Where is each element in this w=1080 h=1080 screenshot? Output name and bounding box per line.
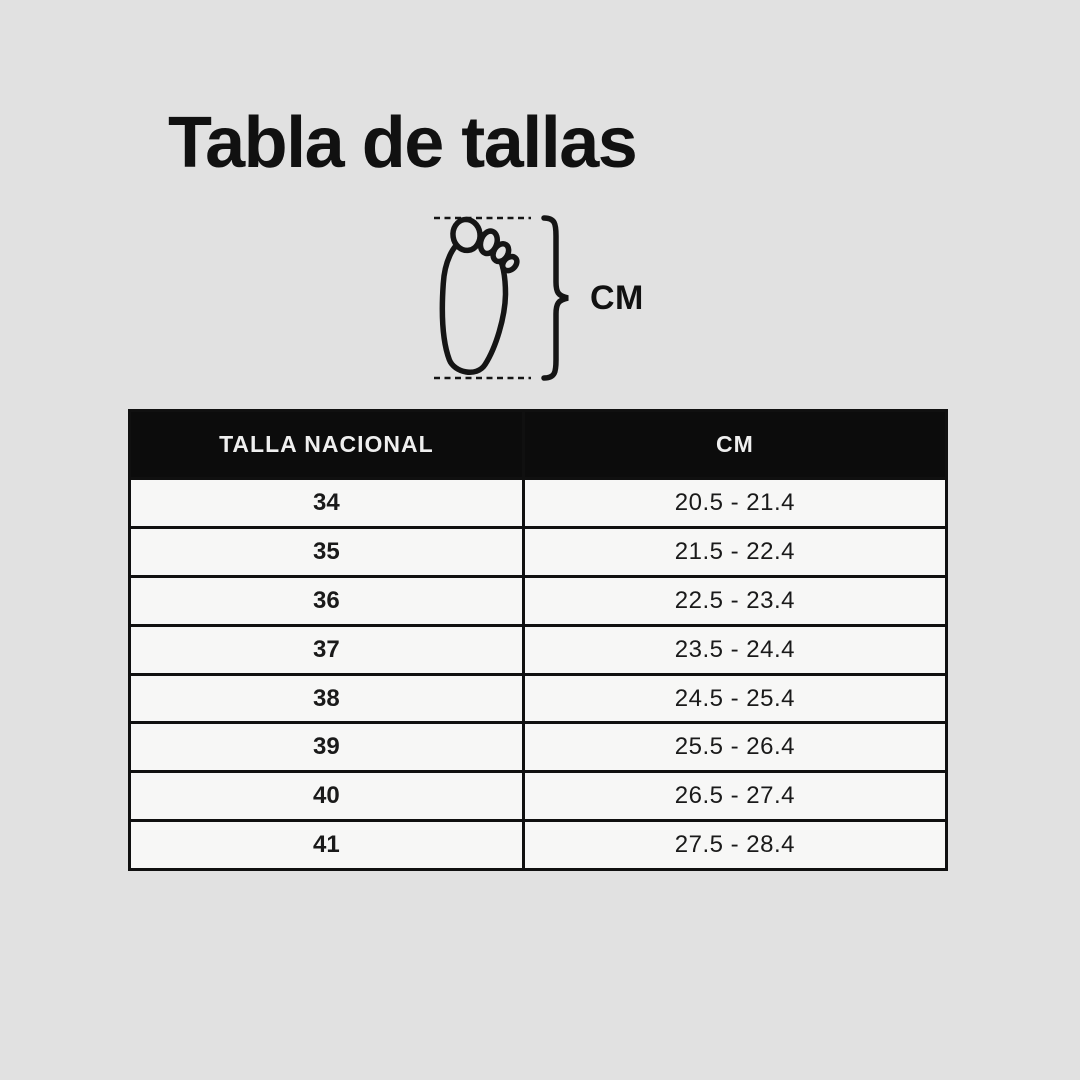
header-talla-nacional: TALLA NACIONAL bbox=[130, 411, 524, 479]
size-value: 40 bbox=[130, 772, 524, 821]
size-value: 39 bbox=[130, 723, 524, 772]
cm-range-value: 20.5 - 21.4 bbox=[523, 479, 946, 528]
cm-unit-label: CM bbox=[590, 278, 644, 317]
table-row bbox=[130, 576, 947, 625]
table-row bbox=[130, 674, 947, 723]
table-row bbox=[130, 527, 947, 576]
size-value: 36 bbox=[130, 576, 524, 625]
table-header-row bbox=[130, 411, 947, 479]
cm-range-value: 24.5 - 25.4 bbox=[523, 674, 946, 723]
page-title: Tabla de tallas bbox=[168, 103, 637, 183]
table-row bbox=[130, 821, 947, 870]
cm-range-value: 21.5 - 22.4 bbox=[523, 527, 946, 576]
table-row bbox=[130, 723, 947, 772]
foot-outline-icon bbox=[428, 212, 578, 384]
cm-range-value: 25.5 - 26.4 bbox=[523, 723, 946, 772]
table-row bbox=[130, 772, 947, 821]
size-value: 37 bbox=[130, 625, 524, 674]
table-row bbox=[130, 625, 947, 674]
size-value: 35 bbox=[130, 527, 524, 576]
cm-range-value: 22.5 - 23.4 bbox=[523, 576, 946, 625]
size-table bbox=[128, 409, 948, 871]
size-value: 41 bbox=[130, 821, 524, 870]
cm-range-value: 23.5 - 24.4 bbox=[523, 625, 946, 674]
foot-sole-shape bbox=[434, 215, 524, 376]
header-cm: CM bbox=[523, 411, 946, 479]
foot-measure-illustration bbox=[428, 212, 644, 384]
size-value: 34 bbox=[130, 479, 524, 528]
cm-range-value: 27.5 - 28.4 bbox=[523, 821, 946, 870]
cm-range-value: 26.5 - 27.4 bbox=[523, 772, 946, 821]
size-value: 38 bbox=[130, 674, 524, 723]
table-row bbox=[130, 479, 947, 528]
curly-brace-icon bbox=[544, 218, 568, 378]
